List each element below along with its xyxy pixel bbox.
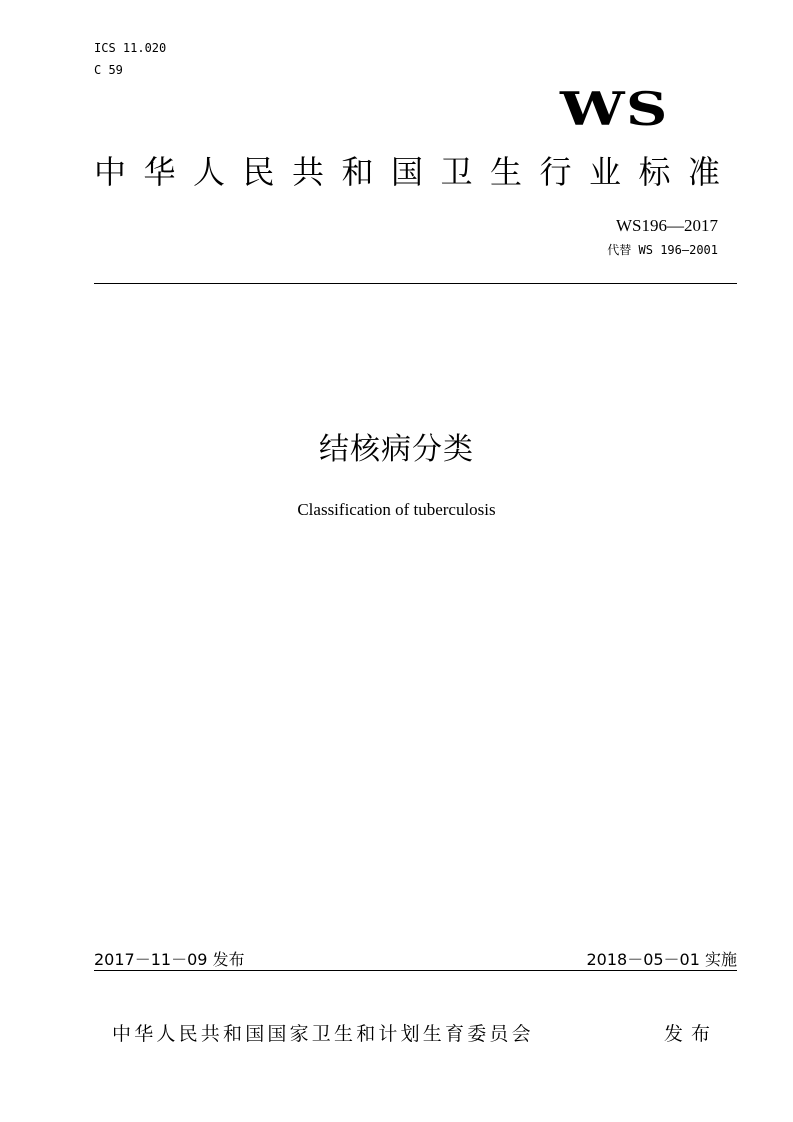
issuing-authority: 中华人民共和国国家卫生和计划生育委员会 [112,1023,534,1045]
implementation-date: 2018－05－01 实施 [586,950,737,969]
top-divider [94,283,737,284]
standard-number: WS196—2017 [616,216,718,235]
ics-code: ICS 11.020 [94,41,167,55]
bottom-divider [94,970,737,971]
standard-category-title: 中华人民共和国卫生行业标准 [94,153,738,191]
issue-date: 2017－11－09 发布 [94,950,245,969]
classification-code: C 59 [94,63,123,77]
replaces-standard: 代替 WS 196—2001 [607,243,718,257]
issue-action-label: 发布 [664,1023,719,1045]
ws-logo: WS [560,82,669,136]
document-title-chinese: 结核病分类 [319,432,474,467]
document-title-english: Classification of tuberculosis [297,500,496,519]
